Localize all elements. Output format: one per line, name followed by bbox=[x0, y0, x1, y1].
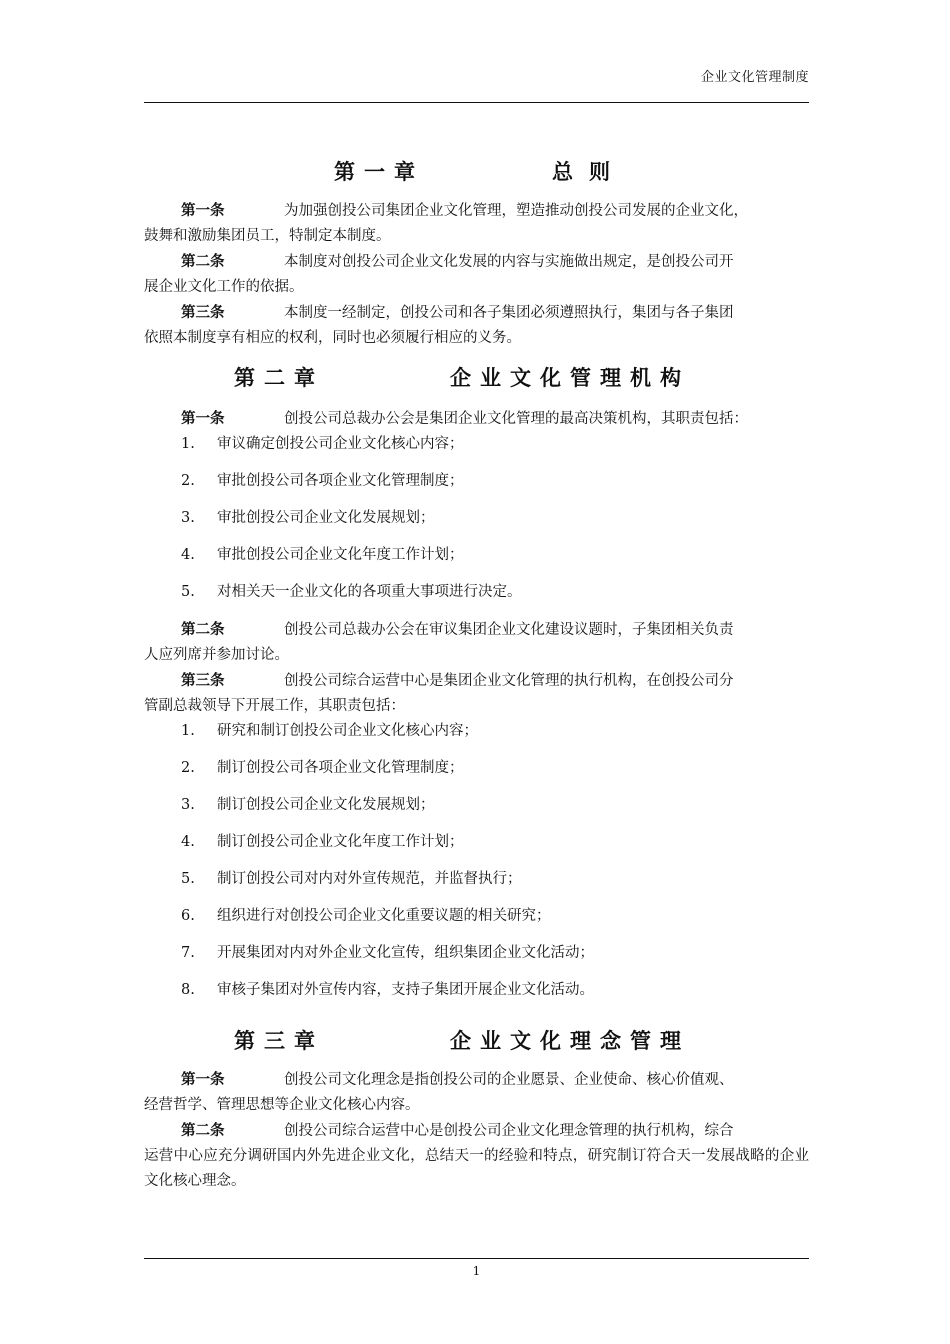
article-text-continued: 经营哲学、管理思想等企业文化核心内容。 bbox=[144, 1097, 420, 1113]
article-text: 创投公司总裁办公会在审议集团企业文化建设议题时，子集团相关负责 bbox=[284, 622, 734, 638]
article bbox=[144, 249, 809, 300]
list-text: 制订创投公司企业文化年度工作计划； bbox=[217, 834, 464, 850]
duty-list bbox=[144, 719, 809, 1015]
list-text: 审批创投公司企业文化年度工作计划； bbox=[217, 547, 464, 563]
list-index: 4. bbox=[181, 834, 195, 850]
list-text: 审批创投公司各项企业文化管理制度； bbox=[217, 473, 464, 489]
article-label: 第一条 bbox=[181, 410, 225, 427]
chapter-title: 企业文化管理机构 bbox=[450, 365, 690, 390]
article-text-continued: 鼓舞和激励集团员工，特制定本制度。 bbox=[144, 228, 391, 244]
article bbox=[144, 300, 809, 351]
article bbox=[144, 198, 809, 249]
list-text: 审议确定创投公司企业文化核心内容； bbox=[217, 436, 464, 452]
list-index: 4. bbox=[181, 547, 195, 563]
list-index: 5. bbox=[181, 871, 195, 887]
chapter-number: 第一章 bbox=[334, 159, 424, 184]
chapter-title: 总则 bbox=[552, 159, 626, 184]
list-item bbox=[144, 719, 809, 756]
list-item bbox=[144, 793, 809, 830]
page-number: 1 bbox=[472, 1264, 481, 1278]
article-text-continued: 运营中心应充分调研国内外先进企业文化，总结天一的经验和特点，研究制订符合天一发展战略的企业文化核心理念。 bbox=[144, 1148, 809, 1189]
list-item bbox=[144, 469, 809, 506]
list-index: 8. bbox=[181, 982, 195, 998]
article bbox=[144, 1118, 809, 1194]
list-item bbox=[144, 580, 809, 617]
list-index: 1. bbox=[181, 436, 195, 452]
chapter-heading bbox=[144, 150, 809, 194]
article-label: 第一条 bbox=[181, 1071, 225, 1088]
article-text: 本制度一经制定，创投公司和各子集团必须遵照执行，集团与各子集团 bbox=[284, 305, 734, 321]
chapter-heading bbox=[144, 356, 809, 400]
article bbox=[144, 668, 809, 719]
list-item bbox=[144, 978, 809, 1015]
article-text-continued: 展企业文化工作的依据。 bbox=[144, 279, 304, 295]
list-item bbox=[144, 432, 809, 469]
list-text: 审核子集团对外宣传内容，支持子集团开展企业文化活动。 bbox=[217, 982, 594, 998]
article-label: 第二条 bbox=[181, 253, 225, 270]
chapter-title: 企业文化理念管理 bbox=[450, 1028, 690, 1053]
article-text-continued: 依照本制度享有相应的权利，同时也必须履行相应的义务。 bbox=[144, 330, 521, 346]
article-text: 创投公司综合运营中心是创投公司企业文化理念管理的执行机构，综合 bbox=[284, 1123, 734, 1139]
chapter-number: 第二章 bbox=[234, 365, 324, 390]
list-text: 组织进行对创投公司企业文化重要议题的相关研究； bbox=[217, 908, 551, 924]
article-label: 第一条 bbox=[181, 202, 225, 219]
article-text: 本制度对创投公司企业文化发展的内容与实施做出规定，是创投公司开 bbox=[284, 254, 734, 270]
duty-list bbox=[144, 432, 809, 617]
list-index: 1. bbox=[181, 723, 195, 739]
list-item bbox=[144, 941, 809, 978]
article-label: 第二条 bbox=[181, 621, 225, 638]
article bbox=[144, 1067, 809, 1118]
list-index: 3. bbox=[181, 510, 195, 526]
list-index: 3. bbox=[181, 797, 195, 813]
list-item bbox=[144, 506, 809, 543]
list-text: 制订创投公司对内对外宣传规范，并监督执行； bbox=[217, 871, 522, 887]
article-label: 第二条 bbox=[181, 1122, 225, 1139]
list-index: 5. bbox=[181, 584, 195, 600]
footer-divider bbox=[144, 1258, 809, 1259]
list-index: 2. bbox=[181, 760, 195, 776]
list-text: 制订创投公司各项企业文化管理制度； bbox=[217, 760, 464, 776]
article-text: 创投公司总裁办公会是集团企业文化管理的最高决策机构，其职责包括： bbox=[284, 411, 748, 427]
article-text: 创投公司综合运营中心是集团企业文化管理的执行机构，在创投公司分 bbox=[284, 673, 734, 689]
list-index: 7. bbox=[181, 945, 195, 961]
chapter-number: 第三章 bbox=[234, 1028, 324, 1053]
list-index: 6. bbox=[181, 908, 195, 924]
article bbox=[144, 617, 809, 668]
list-text: 开展集团对内对外企业文化宣传，组织集团企业文化活动； bbox=[217, 945, 594, 961]
list-item bbox=[144, 543, 809, 580]
article-text-continued: 人应列席并参加讨论。 bbox=[144, 647, 289, 663]
list-index: 2. bbox=[181, 473, 195, 489]
article bbox=[144, 406, 809, 432]
list-text: 对相关天一企业文化的各项重大事项进行决定。 bbox=[217, 584, 522, 600]
document-body bbox=[144, 150, 809, 1194]
list-text: 审批创投公司企业文化发展规划； bbox=[217, 510, 435, 526]
list-text: 研究和制订创投公司企业文化核心内容； bbox=[217, 723, 478, 739]
list-item bbox=[144, 904, 809, 941]
list-item bbox=[144, 830, 809, 867]
header-divider bbox=[144, 102, 809, 103]
article-text: 创投公司文化理念是指创投公司的企业愿景、企业使命、核心价值观、 bbox=[284, 1072, 734, 1088]
chapter-heading bbox=[144, 1019, 809, 1063]
list-item bbox=[144, 867, 809, 904]
running-header: 企业文化管理制度 bbox=[700, 70, 809, 85]
list-text: 制订创投公司企业文化发展规划； bbox=[217, 797, 435, 813]
list-item bbox=[144, 756, 809, 793]
article-label: 第三条 bbox=[181, 672, 225, 689]
article-text: 为加强创投公司集团企业文化管理，塑造推动创投公司发展的企业文化， bbox=[284, 203, 748, 219]
article-text-continued: 管副总裁领导下开展工作，其职责包括： bbox=[144, 698, 405, 714]
article-label: 第三条 bbox=[181, 304, 225, 321]
